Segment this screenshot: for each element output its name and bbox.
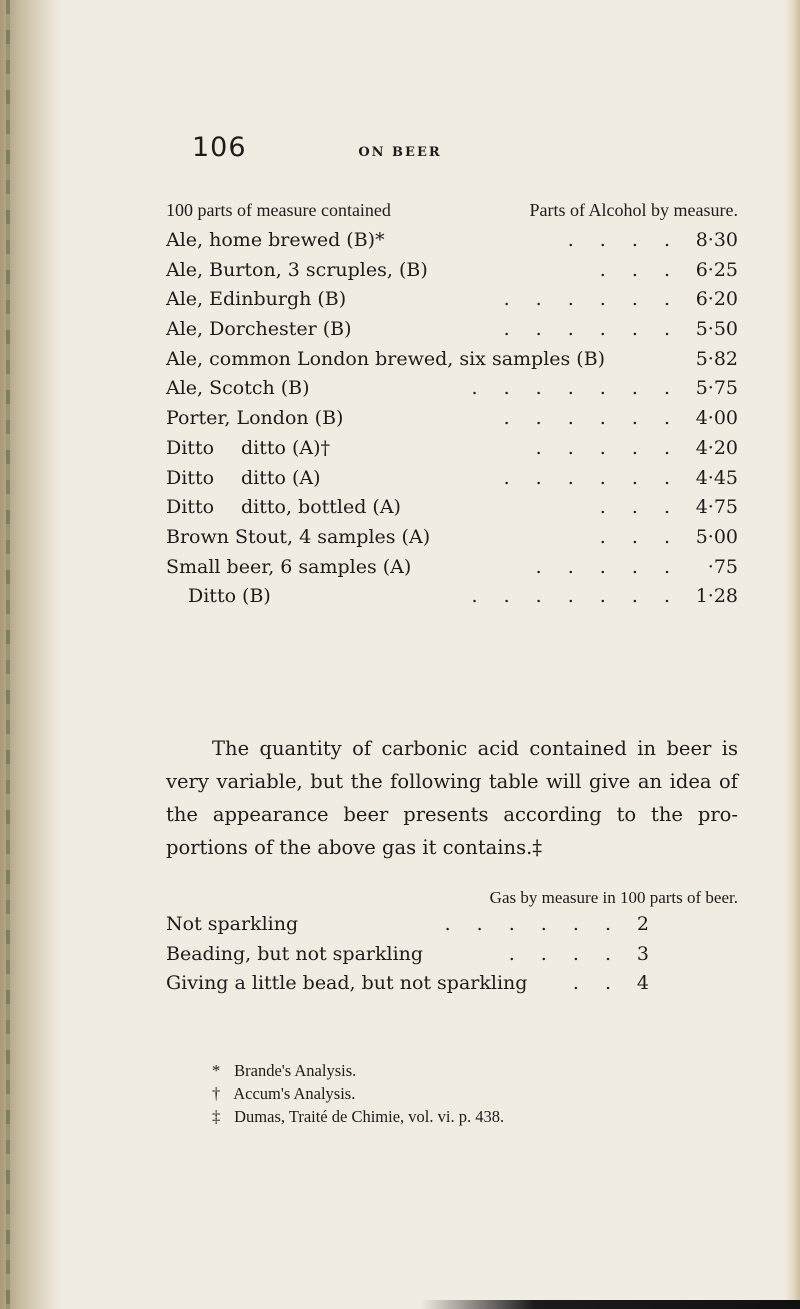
leader-dots: . . . . . . . <box>471 585 680 608</box>
row-label: Not sparkling <box>166 913 299 935</box>
table-row <box>166 377 738 407</box>
row-value: 4 <box>636 972 649 995</box>
row-value: 5·82 <box>695 347 738 370</box>
footnote-text: Dumas, Traité de Chimie, vol. vi. p. 438. <box>234 1107 505 1126</box>
leader-dots: . . . <box>599 525 680 548</box>
table-row <box>166 437 738 467</box>
leader-dots: . . . . . <box>535 436 680 459</box>
leader-dots: . . . . . . <box>503 407 680 430</box>
table1-header <box>166 200 738 221</box>
leader-dots: . . . . . . <box>503 318 680 341</box>
page-edge <box>784 0 800 1309</box>
table2-header: Gas by measure in 100 parts of beer. <box>489 888 738 907</box>
row-label <box>166 467 321 489</box>
row-label: Ale, Dorchester (B) <box>166 318 352 341</box>
book-gutter <box>0 0 62 1309</box>
table-row <box>166 913 649 943</box>
table1-col-left: 100 parts of measure contained <box>166 200 391 220</box>
row-value: 6·25 <box>695 258 738 281</box>
ditto-word: Ditto <box>166 436 215 459</box>
footnote <box>212 1082 504 1105</box>
footnote-text: Brande's Analysis. <box>234 1061 357 1080</box>
ditto-detail: ditto (A) <box>241 466 321 489</box>
table-row <box>166 496 738 526</box>
row-label: Brown Stout, 4 samples (A) <box>166 525 431 548</box>
footnote-text: Accum's Analysis. <box>233 1084 356 1103</box>
row-label: Ale, Scotch (B) <box>166 377 310 400</box>
footnote <box>212 1059 504 1082</box>
leader-dots: . . . . <box>567 229 680 251</box>
row-value: 5·75 <box>695 377 738 400</box>
row-label: Ale, Burton, 3 scruples, (B) <box>166 258 428 281</box>
row-label: Ditto (B) <box>188 585 271 608</box>
ditto-word: Ditto <box>166 496 215 519</box>
alcohol-table <box>166 229 738 615</box>
row-label: Ale, Edinburgh (B) <box>166 288 347 311</box>
leader-dots: . . . . . . <box>503 466 680 489</box>
scan-shadow <box>420 1300 800 1309</box>
row-value: 2 <box>636 913 649 935</box>
footnote-mark: † <box>212 1084 221 1103</box>
table-row <box>166 526 738 556</box>
ditto-detail: ditto (A)† <box>241 436 331 459</box>
footnote-mark: * <box>212 1061 221 1080</box>
row-value: 8·30 <box>695 229 738 251</box>
leader-dots: . . . . <box>508 942 621 965</box>
table-row <box>166 229 738 259</box>
row-value: 5·50 <box>695 318 738 341</box>
leader-dots: . . . . . <box>535 555 680 578</box>
ditto-word: Ditto <box>166 466 215 489</box>
row-label: Ale, home brewed (B)* <box>166 229 385 251</box>
gas-table <box>166 913 649 1002</box>
leader-dots: . . . . . . <box>503 288 680 311</box>
row-label: Small beer, 6 samples (A) <box>166 555 412 578</box>
row-label: Ale, common London brewed, six samples (B) <box>166 347 606 370</box>
row-value: 6·20 <box>695 288 738 311</box>
row-value: 4·20 <box>695 436 738 459</box>
row-label: Porter, London (B) <box>166 407 344 430</box>
leader-dots: . . <box>572 972 621 995</box>
footnote-mark: ‡ <box>212 1107 221 1126</box>
row-value: 4·45 <box>695 466 738 489</box>
leader-dots: . . . . . . . <box>471 377 680 400</box>
row-value: 4·00 <box>695 407 738 430</box>
footnote <box>212 1105 504 1128</box>
ditto-detail: ditto, bottled (A) <box>241 496 401 519</box>
table-row <box>166 467 738 497</box>
row-label <box>166 496 401 518</box>
table-row <box>166 288 738 318</box>
row-label: Giving a little bead, but not sparkling <box>166 972 528 995</box>
footnotes <box>212 1059 504 1128</box>
leader-dots: . . . <box>599 496 680 519</box>
row-value: ·75 <box>707 555 738 578</box>
row-value: 3 <box>636 942 649 965</box>
table-row <box>166 585 738 615</box>
row-label <box>166 437 330 459</box>
table-row <box>166 972 649 1002</box>
table-row <box>166 348 738 378</box>
table1-col-right: Parts of Alcohol by measure. <box>529 200 738 220</box>
table-row <box>166 318 738 348</box>
body-paragraph: The quantity of carbonic acid contained in beer is very variable, but the following table will give an idea of the appearance beer presents according to the pro-portions of the above gas it contains.‡ <box>166 736 738 859</box>
row-value: 5·00 <box>695 525 738 548</box>
table-row <box>166 407 738 437</box>
row-label: Beading, but not sparkling <box>166 942 424 965</box>
row-value: 1·28 <box>695 585 738 608</box>
table-row <box>166 943 649 973</box>
page-number: 106 <box>192 132 247 163</box>
table-row <box>166 259 738 289</box>
row-value: 4·75 <box>695 496 738 519</box>
table-row <box>166 556 738 586</box>
running-title: ON BEER <box>358 145 442 160</box>
leader-dots: . . . <box>599 258 680 281</box>
leader-dots: . . . . . . <box>444 913 621 935</box>
